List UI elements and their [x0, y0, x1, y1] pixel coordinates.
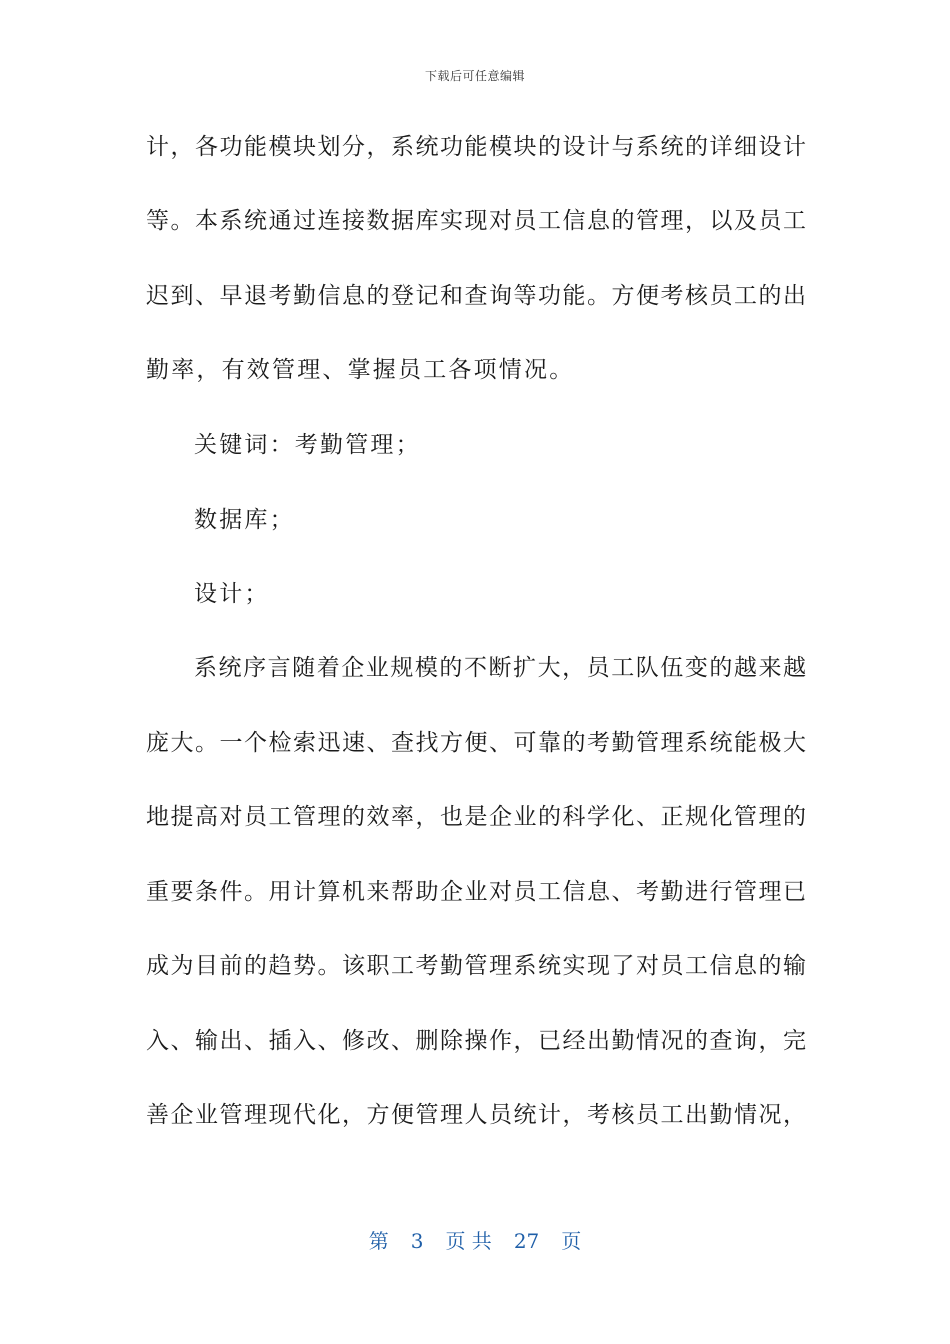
- page-header-note: 下载后可任意编辑: [424, 69, 525, 83]
- footer-page-number: 3: [410, 1229, 424, 1253]
- footer-suffix: 页: [561, 1229, 582, 1253]
- keyword-item: 数据库；: [194, 507, 295, 533]
- keywords-line: 关键词：考勤管理；: [194, 432, 421, 458]
- body-line: 迟到、早退考勤信息的登记和查询等功能。方便考核员工的出: [146, 283, 806, 309]
- keyword-item: 设计；: [194, 581, 270, 607]
- paragraph-first-line: 系统序言随着企业规模的不断扩大，员工队伍变的越来越: [194, 655, 806, 681]
- footer-total-pages: 27: [513, 1229, 540, 1253]
- body-line: 庞大。一个检索迅速、查找方便、可靠的考勤管理系统能极大: [146, 730, 806, 756]
- body-line: 地提高对员工管理的效率，也是企业的科学化、正规化管理的: [146, 804, 806, 830]
- footer-prefix: 第: [368, 1229, 389, 1253]
- body-line: 计，各功能模块划分，系统功能模块的设计与系统的详细设计: [146, 134, 806, 160]
- body-line: 勤率，有效管理、掌握员工各项情况。: [146, 357, 575, 383]
- body-line: 重要条件。用计算机来帮助企业对员工信息、考勤进行管理已: [146, 879, 806, 905]
- body-line: 等。本系统通过连接数据库实现对员工信息的管理，以及员工: [146, 208, 806, 234]
- body-line: 善企业管理现代化，方便管理人员统计，考核员工出勤情况，: [146, 1102, 806, 1128]
- body-line: 入、输出、插入、修改、删除操作，已经出勤情况的查询，完: [146, 1028, 806, 1054]
- page-footer: [0, 1225, 950, 1254]
- footer-middle: 页 共: [445, 1229, 492, 1253]
- body-line: 成为目前的趋势。该职工考勤管理系统实现了对员工信息的输: [146, 953, 806, 979]
